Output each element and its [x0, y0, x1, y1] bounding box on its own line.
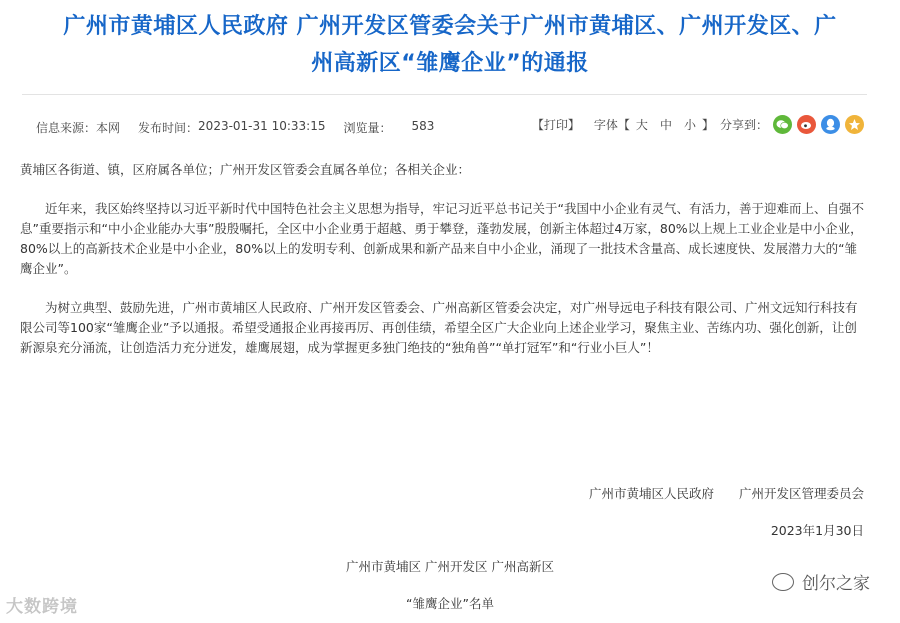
source-value: 本网 — [96, 121, 121, 135]
share-label: 分享到： — [719, 118, 768, 132]
watermark-left-text: 大数跨境 — [6, 597, 78, 617]
watermark-right — [772, 569, 870, 594]
enterprise-list-title: “雏鹰企业”名单 — [406, 596, 494, 611]
font-large-link[interactable]: 大 — [635, 118, 648, 132]
font-size-label: 字体【 — [593, 118, 630, 132]
salutation: 黄埔区各街道、镇，区府属各单位；广州开发区管委会直属各单位；各相关企业： — [20, 162, 471, 177]
body-paragraph-1: 近年来，我区始终坚持以习近平新时代中国特色社会主义思想为指导，牢记习近平总书记关于“我国中小企业有灵气、有活力，善于迎难而上、自强不息”重要指示和“中小企业能办大事”殷殷嘱托，全区中小企业勇于超越、勇于攀登，蓬勃发展，创新主体超过4万家，80%以上规上工业企业是中小企业，80%以上的高新技术企业是中小企业，80%以上的发明专利、创新成果和新产品来自中小企业，涌现了一批技术含量高、成长速度快、发展潜力大的“雏鹰企业”。 — [20, 201, 864, 276]
weibo-share-icon[interactable] — [797, 115, 816, 134]
font-small-link[interactable]: 小 — [683, 118, 696, 132]
issue-date: 2023年1月30日 — [770, 523, 864, 538]
qq-share-icon[interactable] — [821, 115, 840, 134]
watermark-right-text: 创尔之家 — [802, 574, 870, 594]
views-value: 583 — [411, 119, 435, 133]
print-link[interactable]: 【打印】 — [531, 118, 580, 132]
article-title-line1: 广州市黄埔区人民政府 广州开发区管委会关于广州市黄埔区、广州开发区、广 — [63, 14, 837, 39]
article-title-line2: 州高新区“雏鹰企业”的通报 — [311, 51, 589, 76]
time-label: 发布时间： — [138, 121, 199, 135]
article-title — [20, 8, 880, 82]
source-label: 信息来源： — [36, 121, 97, 135]
body-paragraph-2: 为树立典型、鼓励先进，广州市黄埔区人民政府、广州开发区管委会、广州高新区管委会决定，对广州导远电子科技有限公司、广州文远知行科技有限公司等100家“雏鹰企业”予以通报。希望受通报企业再接再厉、再创佳绩，希望全区广大企业向上述企业学习，聚焦主业、苦练内功、强化创新，让创新源泉充分涌流，让创造活力充分迸发，雄鹰展翅，成为掌握更多独门绝技的“独角兽”“单打冠军”和“行业小巨人”！ — [20, 300, 858, 355]
font-size-end: 】 — [701, 118, 714, 132]
article-body — [20, 160, 865, 377]
wechat-share-icon[interactable] — [773, 115, 792, 134]
watermark-left — [6, 592, 78, 617]
signatories: 广州市黄埔区人民政府 广州开发区管理委员会 — [588, 486, 864, 501]
qzone-share-icon[interactable] — [845, 115, 864, 134]
wechat-watermark-icon — [772, 573, 794, 591]
font-medium-link[interactable]: 中 — [659, 118, 672, 132]
title-divider — [22, 94, 867, 95]
views-label: 浏览量： — [343, 121, 392, 135]
article-meta — [36, 119, 434, 136]
region-names: 广州市黄埔区 广州开发区 广州高新区 — [346, 559, 554, 574]
article-toolbar — [532, 115, 864, 134]
time-value: 2023-01-31 10:33:15 — [198, 119, 326, 133]
